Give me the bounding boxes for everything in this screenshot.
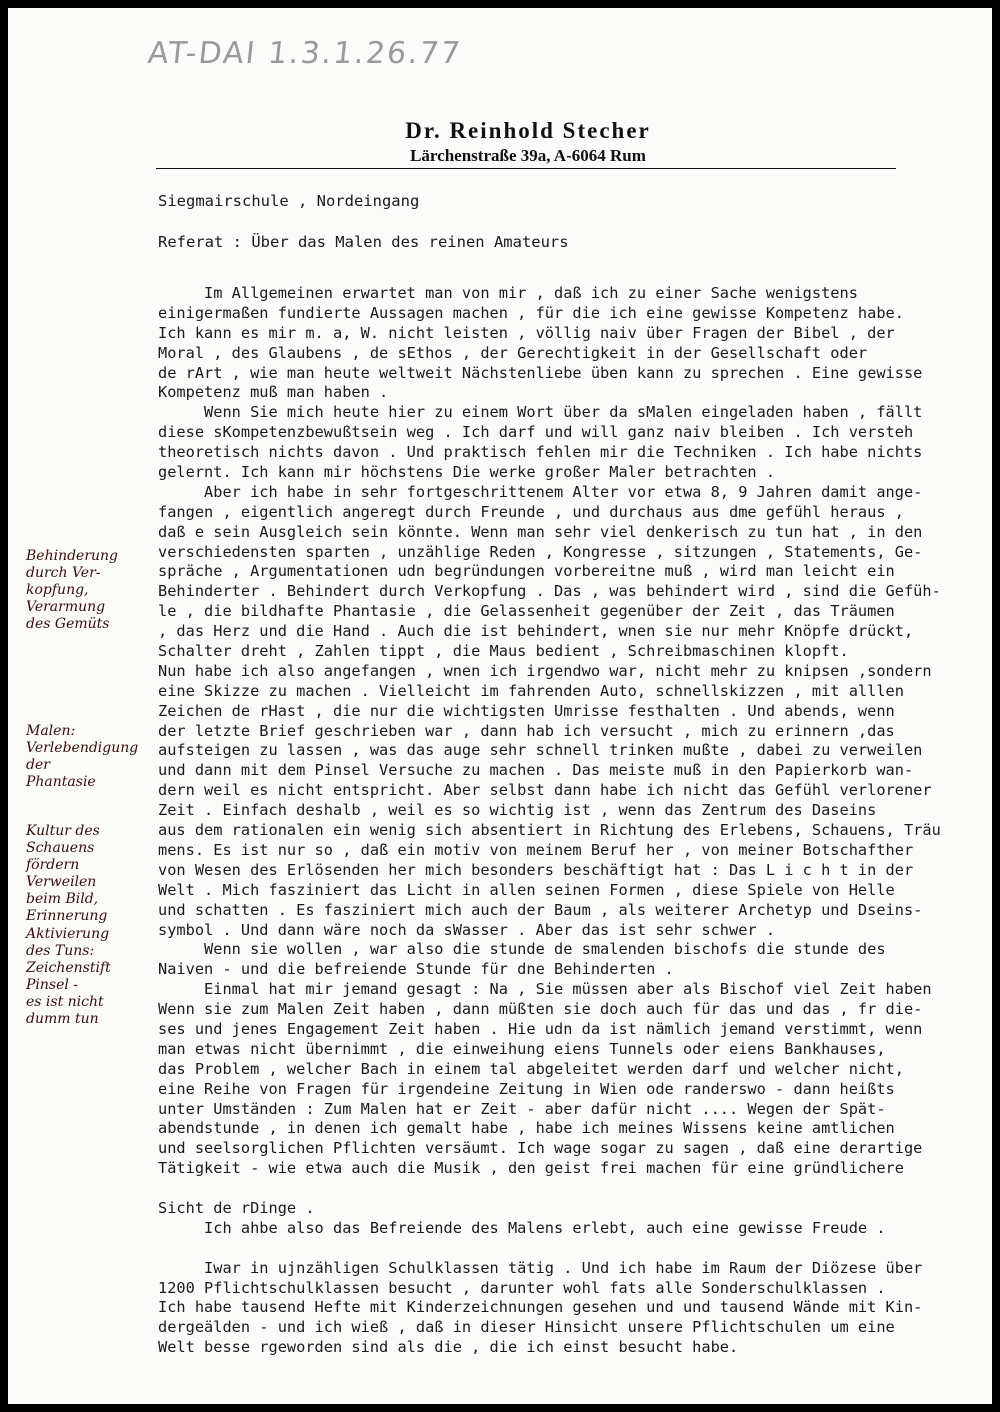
margin-note-malen: [26, 723, 138, 791]
body-line: verschiedensten sparten , unzählige Reden , Kongresse , sitzungen , Statements, Ge-: [158, 542, 923, 561]
body-line: Zeichen de rHast , die nur die wichtigsten Umrisse festhalten . Und abends, wenn: [158, 701, 895, 720]
body-line: unter Umständen : Zum Malen hat er Zeit - aber dafür nicht .... Wegen der Spät-: [158, 1099, 886, 1118]
body-line: de rArt , wie man heute weltweit Nächstenliebe üben kann zu sprechen . Eine gewisse: [158, 363, 923, 382]
body-line: ses und jenes Engagement Zeit haben . Hie udn da ist nämlich jemand verstimmt, wenn: [158, 1019, 923, 1038]
margin-note-behinderung: [26, 548, 118, 633]
margin-note-line: dumm tun: [26, 1011, 99, 1027]
body-line: eine Reihe von Fragen für irgendeine Zeitung in Wien ode randerswo - dann heißts: [158, 1079, 895, 1098]
body-line: , das Herz und die Hand . Auch die ist behindert, wnen sie nur mehr Knöpfe drückt,: [158, 622, 914, 641]
body-line: Im Allgemeinen erwartet man von mir , daß ich zu einer Sache wenigstens: [158, 284, 858, 302]
body-line: daß e sein Ausgleich sein könnte. Wenn man sehr viel denkerisch zu tun hat , in den: [158, 522, 923, 541]
margin-note-line: Kultur des: [26, 823, 100, 839]
margin-note-line: des Gemüts: [26, 616, 110, 632]
letterhead-address: Lärchenstraße 39a, A-6064 Rum: [410, 146, 646, 165]
body-line: symbol . Und dann wäre noch da sWasser . Aber das ist sehr schwer .: [158, 920, 776, 939]
body-line: fangen , eigentlich angeregt durch Freunde , und durchaus aus dme gefühl heraus ,: [158, 502, 904, 521]
letterhead-name: Dr. Reinhold Stecher: [405, 118, 651, 143]
body-line: und dann mit dem Pinsel Versuche zu machen . Das meiste muß in den Papierkorb wan-: [158, 761, 914, 780]
body-line: le , die bildhafte Phantasie , die Gelassenheit gegenüber der Zeit , das Träumen: [158, 602, 895, 621]
body-line: Naiven - und die befreiende Stunde für dne Behinderten .: [158, 960, 674, 979]
letter-page: [8, 8, 992, 1404]
margin-note-line: kopfung,: [26, 582, 89, 598]
archive-reference-mark: AT-DAI 1.3.1.26.77: [146, 36, 464, 71]
location-line: Siegmairschule , Nordeingang: [158, 192, 420, 210]
body-line: Ich habe tausend Hefte mit Kinderzeichnungen gesehen und und tausend Wände mit Kin-: [158, 1298, 923, 1317]
body-line: Ich ahbe also das Befreiende des Malens erlebt, auch eine gewisse Freude .: [158, 1218, 886, 1237]
margin-note-line: Verlebendigung: [26, 740, 139, 756]
body-line: 1200 Pflichtschulklassen besucht , darunter wohl fats alle Sonderschulklassen .: [158, 1278, 886, 1297]
margin-note-kultur: [26, 823, 107, 925]
body-line: theoretisch nichts davon . Und praktisch fehlen mir die Techniken . Ich habe nichts: [158, 443, 923, 462]
margin-note-line: Pinsel -: [26, 977, 79, 993]
body-line: Iwar in ujnzähligen Schulklassen tätig . Und ich habe im Raum der Diözese über: [158, 1258, 923, 1277]
margin-note-line: der: [26, 757, 50, 773]
body-line: aufsteigen zu lassen , was das auge sehr schnell trinken mußte , dabei zu verweilen: [158, 741, 923, 760]
body-line: dern weil es nicht entspricht. Aber selbst dann habe ich nicht das Gefühl verlorener: [158, 781, 932, 800]
letter-body: [158, 284, 992, 1358]
body-line: diese sKompetenzbewußtsein weg . Ich darf und will ganz naiv bleiben . Ich versteh: [158, 423, 914, 442]
margin-note-line: des Tuns:: [26, 943, 95, 959]
body-line: abendstunde , in denen ich gemalt habe , habe ich meines Wissens keine amtlichen: [158, 1119, 895, 1138]
body-line: und schatten . Es fasziniert mich auch der Baum , als weiterer Archetyp und Dseins-: [158, 900, 923, 919]
body-line: Aber ich habe in sehr fortgeschrittenem Alter vor etwa 8, 9 Jahren damit ange-: [158, 482, 923, 501]
margin-note-line: beim Bild,: [26, 891, 99, 907]
body-line: man etwas nicht übernimmt , die einweihung eiens Tunnels oder eiens Bankhauses,: [158, 1039, 886, 1058]
body-line: Ich kann es mir m. a, W. nicht leisten , völlig naiv über Fragen der Bibel , der: [158, 323, 895, 342]
margin-note-line: Zeichenstift: [26, 960, 111, 976]
margin-note-line: Schauens: [26, 840, 95, 856]
body-line: Kompetenz muß man haben .: [158, 383, 389, 402]
body-line: Welt . Mich fasziniert das Licht in allen seinen Formen , diese Spiele von Helle: [158, 880, 895, 899]
margin-note-line: Verweilen: [26, 874, 97, 890]
body-line: Behinderter . Behindert durch Verkopfung . Das , was behindert wird , sind die Gefüh-: [158, 582, 941, 601]
body-line: Schalter dreht , Zahlen tippt , die Maus bedient , Schreibmaschinen klopft.: [158, 642, 849, 661]
subject-line: Referat : Über das Malen des reinen Amateurs: [158, 233, 569, 251]
margin-note-line: durch Ver-: [26, 565, 101, 581]
body-line: Nun habe ich also angefangen , wnen ich irgendwo war, nicht mehr zu knipsen ,sondern: [158, 661, 932, 680]
body-line: Wenn sie zum Malen Zeit haben , dann müßten sie doch auch für das und das , fr die-: [158, 1000, 923, 1019]
margin-note-line: Behinderung: [26, 548, 119, 564]
body-line: das Problem , welcher Bach in einem tal abgeleitet werden darf und welcher nicht,: [158, 1059, 904, 1078]
body-line: Zeit . Einfach deshalb , weil es so wichtig ist , wenn das Zentrum des Daseins: [158, 801, 877, 820]
margin-note-line: Verarmung: [26, 599, 106, 615]
margin-note-line: Phantasie: [26, 774, 96, 790]
margin-note-line: Malen:: [26, 723, 76, 739]
body-line: Welt besse rgeworden sind als die , die ich einst besucht habe.: [158, 1338, 739, 1357]
body-line: eine Skizze zu machen . Vielleicht im fahrenden Auto, schnellskizzen , mit alllen: [158, 681, 904, 700]
body-line: und seelsorglichen Pflichten versäumt. Ich wage sogar zu sagen , daß eine derartige: [158, 1139, 923, 1158]
letterhead-divider: [156, 168, 896, 169]
body-line: Einmal hat mir jemand gesagt : Na , Sie müssen aber als Bischof viel Zeit haben: [158, 980, 932, 999]
body-line: Tätigkeit - wie etwa auch die Musik , den geist frei machen für eine gründlichere: [158, 1159, 904, 1178]
body-line: [158, 1179, 992, 1199]
margin-note-line: Aktivierung: [26, 926, 110, 942]
body-line: der letzte Brief geschrieben war , dann hab ich versucht , mich zu erinnern ,das: [158, 721, 895, 740]
body-line: einigermaßen fundierte Aussagen machen , für die ich eine gewisse Kompetenz habe.: [158, 303, 904, 322]
margin-note-line: fördern: [26, 857, 80, 873]
body-line: aus dem rationalen ein wenig sich absentiert in Richtung des Erlebens, Schauens, Träu: [158, 821, 941, 840]
body-line: Wenn Sie mich heute hier zu einem Wort über da sMalen eingeladen haben , fällt: [158, 403, 923, 422]
body-line: spräche , Argumentationen udn begründungen vorbereitne muß , wird man leicht ein: [158, 562, 895, 581]
body-line: Sicht de rDinge .: [158, 1198, 315, 1217]
body-line: dergeälden - und ich wieß , daß in dieser Hinsicht unsere Pflichtschulen um eine: [158, 1318, 895, 1337]
body-line: mens. Es ist nur so , daß ein motiv von meinem Beruf her , von meiner Botschafther: [158, 840, 914, 859]
body-line: von Wesen des Erlösenden her mich besonders beschäftigt hat : Das L i c h t in der: [158, 860, 914, 879]
body-line: Wenn sie wollen , war also die stunde de smalenden bischofs die stunde des: [158, 940, 886, 959]
body-line: [158, 1239, 992, 1259]
body-line: Moral , des Glaubens , de sEthos , der Gerechtigkeit in der Gesellschaft oder: [158, 343, 868, 362]
margin-note-line: es ist nicht: [26, 994, 104, 1010]
margin-note-aktivierung: [26, 926, 111, 1028]
margin-note-line: Erinnerung: [26, 908, 108, 924]
body-line: gelernt. Ich kann mir höchstens Die werke großer Maler betrachten .: [158, 463, 776, 482]
